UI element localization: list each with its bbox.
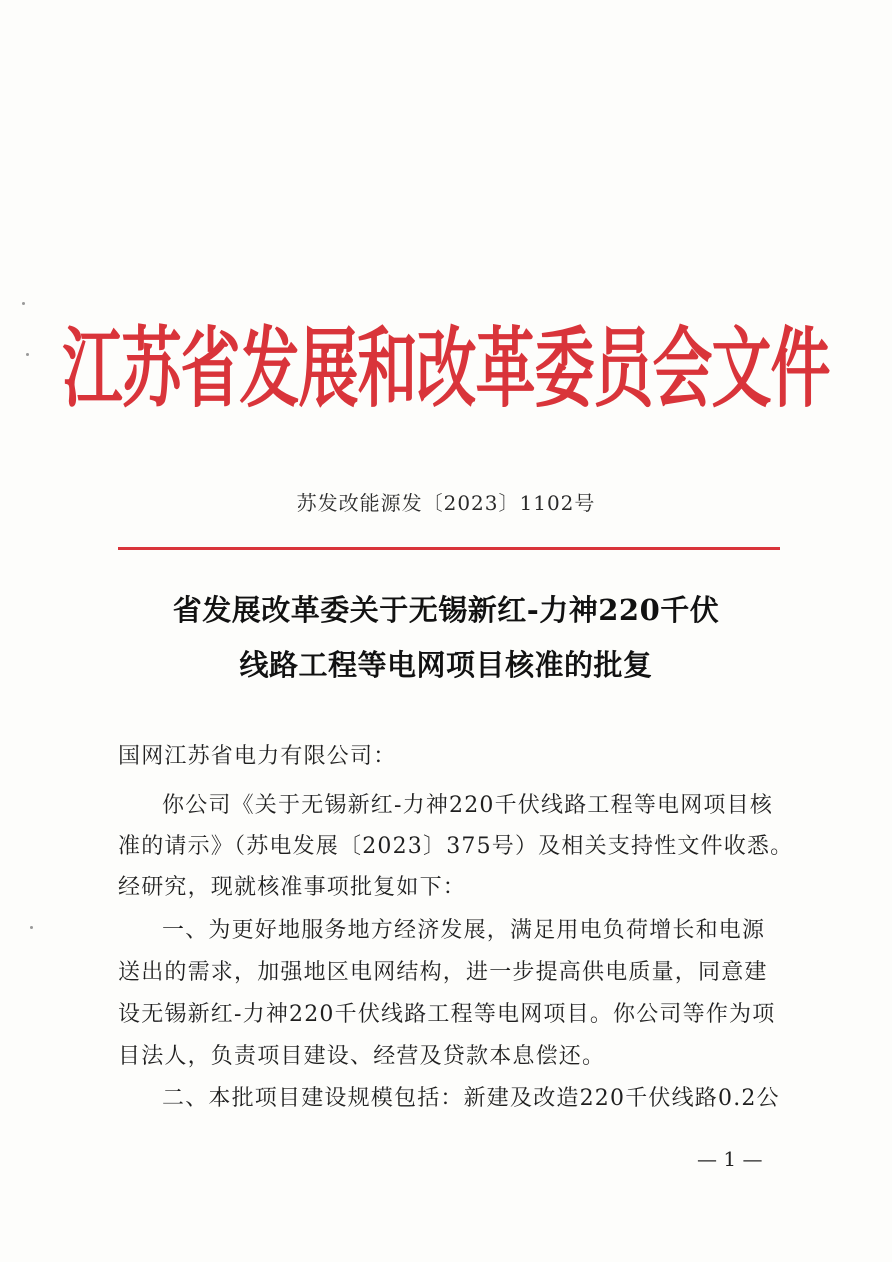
scan-speck <box>26 353 29 356</box>
title-line-2: 线路工程等电网项目核准的批复 <box>239 648 653 682</box>
addressee: 国网江苏省电力有限公司： <box>118 744 397 769</box>
masthead: 江苏省发展和改革委员会文件 <box>62 318 830 421</box>
scan-speck <box>30 926 33 929</box>
red-divider <box>118 547 780 550</box>
body-line: 设无锡新红-力神220千伏线路工程等电网项目。你公司等作为项 <box>118 1002 776 1027</box>
body-line: 送出的需求，加强地区电网结构，进一步提高供电质量，同意建 <box>118 960 768 985</box>
page-number: — 1 — <box>697 1147 763 1171</box>
document-number: 苏发改能源发〔2023〕1102号 <box>296 491 596 515</box>
body-line: 一、为更好地服务地方经济发展，满足用电负荷增长和电源 <box>162 918 766 943</box>
scan-speck <box>22 302 25 305</box>
body-line: 经研究，现就核准事项批复如下： <box>118 875 467 900</box>
body-line: 二、本批项目建设规模包括：新建及改造220千伏线路0.2公 <box>162 1086 780 1111</box>
title-line-1: 省发展改革委关于无锡新红-力神220千伏 <box>172 593 720 627</box>
body-line: 准的请示》（苏电发展〔2023〕375号）及相关支持性文件收悉。 <box>118 834 794 859</box>
body-line: 你公司《关于无锡新红-力神220千伏线路工程等电网项目核 <box>162 793 774 818</box>
body-line: 目法人，负责项目建设、经营及贷款本息偿还。 <box>118 1044 606 1069</box>
